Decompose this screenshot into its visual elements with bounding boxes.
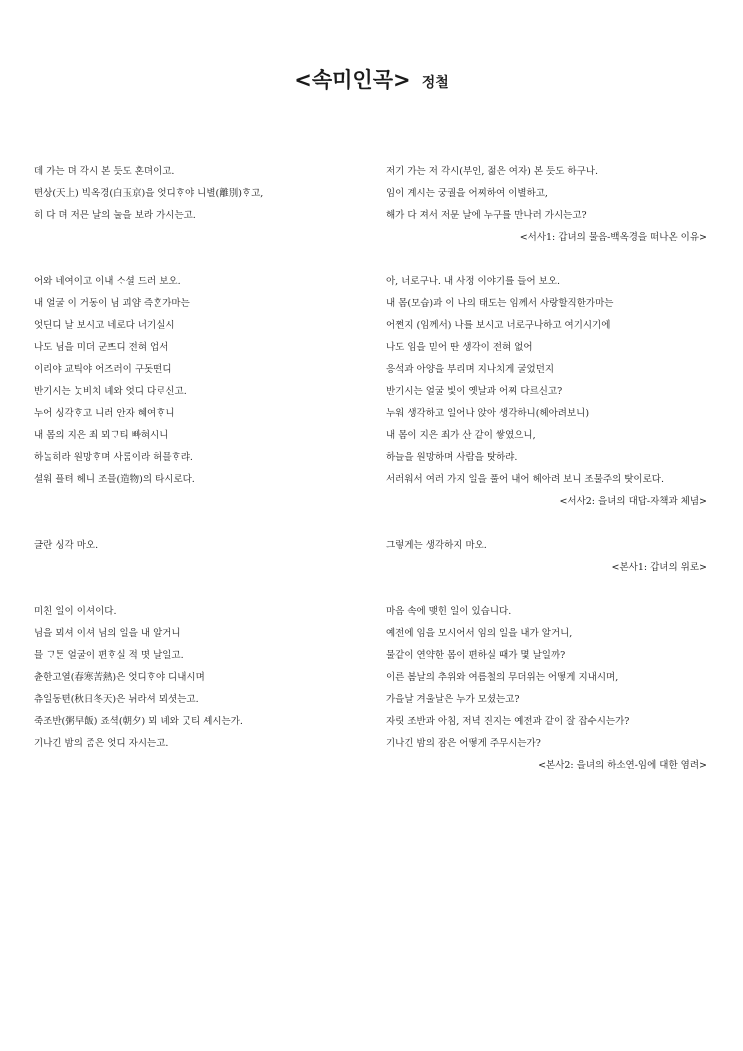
modern-line: 내 몸(모습)과 이 나의 태도는 임께서 사랑할직한가마는 — [386, 298, 614, 309]
modern-line: 저기 가는 저 각시(부인, 젊은 여자) 본 듯도 하구나. — [386, 166, 598, 177]
original-line: 님을 뫼셔 이셔 님의 일을 내 알거니 — [34, 628, 181, 639]
original-line: 글란 싱각 마오. — [34, 540, 99, 551]
original-text-column — [34, 161, 374, 227]
original-line: 반기시는 ᄂᆞᆺ비치 녜와 엇디 다ᄅᆞ신고. — [34, 386, 187, 397]
original-line: 어와 네여이고 이내 ᄉᆞ셜 드러 보오. — [34, 276, 181, 287]
modern-line: 이른 봄날의 추위와 여름철의 무더위는 어떻게 지내시며, — [386, 672, 619, 683]
section-label: <본사1: 갑녀의 위로> — [611, 562, 707, 573]
section-label: <서사2: 을녀의 대답-자책과 체념> — [559, 496, 707, 507]
original-line: 이리야 교틱야 어즈러이 구돗떤디 — [34, 364, 172, 375]
original-line: 내 몸의 지은 죄 뫼ᄀᆞ티 빠혀시니 — [34, 430, 169, 441]
original-line: 셜워 플텨 헤니 조믈(造物)의 타시로다. — [34, 474, 195, 485]
poem-title: <속미인곡> — [294, 68, 411, 92]
original-line: 누어 싱각ᄒᆞ고 니러 안자 혜여ᄒᆞ니 — [34, 408, 175, 419]
original-line: 텬상(天上) 빅옥경(白玉京)을 엇디ᄒᆞ야 니별(離別)ᄒᆞ고, — [34, 188, 264, 199]
poem-author: 정철 — [421, 75, 449, 91]
modern-line: 서러워서 여러 가지 일을 풀어 내어 헤아려 보니 조물주의 탓이로다. — [386, 474, 664, 485]
modern-line: 아, 너로구나. 내 사정 이야기를 들어 보오. — [386, 276, 561, 287]
original-text-column — [34, 535, 374, 557]
modern-line: 자릿 조반과 아침, 저녁 진지는 예전과 같이 잘 잡수시는가? — [386, 716, 630, 727]
modern-line: 응석과 아양을 부리며 지나치게 굴었던지 — [386, 364, 555, 375]
modern-line: 내 몸이 지은 죄가 산 같이 쌓였으니, — [386, 430, 536, 441]
original-line: 하ᄂᆞᆯ히라 원망ᄒᆞ며 사ᄅᆞᆷ이라 허믈ᄒᆞ랴. — [34, 452, 193, 463]
modern-line: 가을날 겨울날은 누가 모셨는고? — [386, 694, 520, 705]
original-line: 히 다 뎌 저믄 날의 눌을 보라 가시는고. — [34, 210, 196, 221]
original-line: 나도 님을 미더 군ᄠᅳ디 전혀 업서 — [34, 342, 169, 353]
poem-title-block — [0, 64, 743, 94]
original-line: 츈한고열(春寒苦熱)은 엇디ᄒᆞ야 디내시며 — [34, 672, 205, 683]
modern-line: 해가 다 져서 저문 날에 누구를 만나러 가시는고? — [386, 210, 587, 221]
modern-line: 임이 계시는 궁궐을 어찌하여 이별하고, — [386, 188, 548, 199]
original-line: 엇딘디 날 보시고 네로다 너기실시 — [34, 320, 175, 331]
modern-line: 그렇게는 생각하지 마오. — [386, 540, 487, 551]
modern-line: 예전에 임을 모시어서 임의 일을 내가 알거니, — [386, 628, 573, 639]
modern-line: 누워 생각하고 일어나 앉아 생각하니(헤아려보니) — [386, 408, 590, 419]
modern-text-column — [386, 161, 716, 227]
modern-line: 어쩐지 (임께서) 나를 보시고 너로구나하고 여기시기에 — [386, 320, 611, 331]
original-line: 데 가는 뎌 각시 본 듯도 혼뎌이고. — [34, 166, 175, 177]
modern-text-column — [386, 535, 716, 557]
original-line: 내 얼굴 이 거동이 님 괴얌 즉ᄒᆞᆫ가마는 — [34, 298, 190, 309]
modern-line: 마음 속에 맺힌 일이 있습니다. — [386, 606, 512, 617]
modern-line: 기나긴 밤의 잠은 어떻게 주무시는가? — [386, 738, 541, 749]
modern-line: 반기시는 얼굴 빛이 옛날과 어찌 다르신고? — [386, 386, 563, 397]
section-label: <서사1: 갑녀의 물음-백옥경을 떠나온 이유> — [519, 232, 707, 243]
original-line: 죽조반(粥早飯) 죠셕(朝夕) 뫼 녜와 ᄀᆞᆺ티 셰시는가. — [34, 716, 243, 727]
original-line: 미친 일이 이셔이다. — [34, 606, 117, 617]
section-label: <본사2: 을녀의 하소연-임에 대한 염려> — [538, 760, 707, 771]
modern-line: 하늘을 원망하며 사람을 탓하랴. — [386, 452, 518, 463]
original-text-column — [34, 601, 374, 755]
modern-text-column — [386, 601, 716, 755]
modern-line: 물같이 연약한 몸이 편하실 때가 몇 날일까? — [386, 650, 566, 661]
modern-line: 나도 임을 믿어 딴 생각이 전혀 없어 — [386, 342, 533, 353]
original-line: 츄일동텬(秋日冬天)은 뉘라셔 뫼셧는고. — [34, 694, 199, 705]
original-text-column — [34, 271, 374, 491]
original-line: 믈 ᄀᆞᄐᆞᆫ 얼굴이 편ᄒᆞ실 적 몃 날일고. — [34, 650, 184, 661]
original-line: 기나긴 밤의 ᄌᆞᆷ은 엇디 자시는고. — [34, 738, 169, 749]
modern-text-column — [386, 271, 716, 491]
